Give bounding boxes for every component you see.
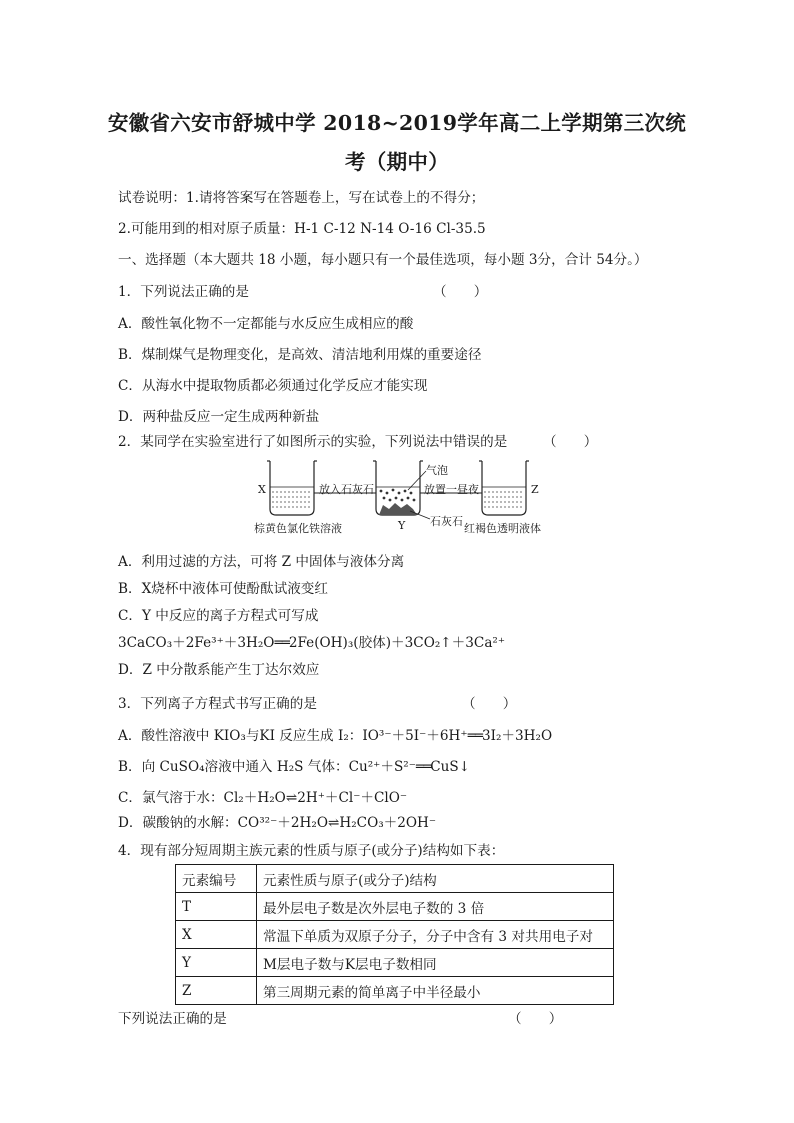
q1-option-d: D．两种盐反应一定生成两种新盐 [118, 409, 320, 425]
table-cell: 常温下单质为双原子分子，分子中含有 3 对共用电子对 [257, 921, 614, 949]
table-row [176, 921, 614, 949]
eq-lhs: 3CaCO₃＋2Fe³⁺＋3H₂O [118, 635, 275, 651]
q3d-rhs: H₂CO₃＋2OH⁻ [339, 815, 437, 831]
q1-answer-paren: （ ） [433, 284, 488, 300]
step1-label: 放入石灰石 [319, 483, 374, 496]
label-y: Y [398, 519, 406, 532]
q3-option-c [118, 786, 407, 806]
q3-option-a [118, 724, 552, 744]
equals-sign: ══ [467, 728, 482, 744]
q3-stem: 3．下列离子方程式书写正确的是 [118, 696, 317, 712]
q1-option-a: A．酸性氧化物不一定都能与水反应生成相应的酸 [118, 316, 414, 332]
table-row [176, 949, 614, 977]
bubble-label: 气泡 [426, 464, 448, 477]
table-cell: Y [176, 949, 257, 977]
element-table [175, 864, 614, 1005]
q2-option-a: A．利用过滤的方法，可将 Z 中固体与液体分离 [118, 554, 405, 570]
q3-option-b [118, 755, 470, 775]
page-title: 安徽省六安市舒城中学 2018~2019学年高二上学期第三次统 [107, 111, 687, 135]
q3-option-d [118, 811, 436, 831]
table-cell: Z [176, 977, 257, 1005]
table-header-row [176, 865, 614, 893]
table-cell: T [176, 893, 257, 921]
q3b-lhs: B．向 CuSO₄溶液中通入 H₂S 气体：Cu²⁺＋S²⁻ [118, 759, 416, 775]
equals-sign: ══ [415, 759, 431, 775]
equals-sign: ══ [274, 635, 289, 651]
q1-option-b: B．煤制煤气是物理变化，是高效、清洁地利用煤的重要途径 [118, 347, 482, 363]
step2-label: 放置一昼夜 [424, 483, 479, 496]
q2-equation [118, 631, 505, 651]
eq-rhs: 2Fe(OH)₃(胶体)＋3CO₂↑＋3Ca²⁺ [288, 635, 506, 651]
table-row [176, 893, 614, 921]
q1-option-c: C．从海水中提取物质都必须通过化学反应才能实现 [118, 378, 428, 394]
beaker-z [479, 461, 529, 515]
q2-option-d: D．Z 中分散系能产生丁达尔效应 [118, 662, 320, 678]
beaker-y [373, 461, 423, 515]
q3d-lhs: D．碳酸钠的水解：CO³²⁻＋2H₂O [118, 815, 328, 831]
q3a-lhs: A．酸性溶液中 KIO₃与KI 反应生成 I₂：IO³⁻＋5I⁻＋6H⁺ [118, 728, 468, 744]
q3c-rhs: 2H⁺＋Cl⁻＋ClO⁻ [297, 790, 408, 806]
reversible-arrow: ⇌ [285, 790, 298, 806]
table-cell: 最外层电子数是次外层电子数的 3 倍 [257, 893, 614, 921]
caption-right: 红褐色透明液体 [464, 522, 541, 535]
q3a-rhs: 3I₂＋3H₂O [481, 728, 553, 744]
q1-stem: 1．下列说法正确的是 [118, 284, 249, 300]
exam-note-1: 试卷说明：1.请将答案写在答题卷上，写在试卷上的不得分； [118, 190, 485, 206]
exam-note-2: 2.可能用到的相对原子质量：H-1 C-12 N-14 O-16 Cl-35.5 [118, 221, 486, 237]
table-cell: X [176, 921, 257, 949]
table-row [176, 977, 614, 1005]
q3-answer-paren: （ ） [462, 696, 517, 712]
label-x: X [258, 483, 266, 496]
q4-answer-paren: （ ） [508, 1011, 563, 1027]
q4-question: 下列说法正确的是 [118, 1011, 227, 1027]
q2-option-c: C．Y 中反应的离子方程式可写成 [118, 608, 319, 624]
beaker-x [267, 461, 317, 515]
q2-answer-paren: （ ） [543, 434, 598, 450]
q2-option-b: B．X烧杯中液体可使酚酞试液变红 [118, 581, 328, 597]
page-title-line2: 考（期中） [345, 150, 449, 174]
q3c-lhs: C．氯气溶于水：Cl₂＋H₂O [118, 790, 286, 806]
table-cell: M层电子数与K层电子数相同 [257, 949, 614, 977]
q2-stem: 2．某同学在实验室进行了如图所示的实验，下列说法中错误的是 [118, 434, 508, 450]
experiment-figure [250, 457, 550, 539]
table-header: 元素性质与原子(或分子)结构 [257, 865, 614, 893]
table-header: 元素编号 [176, 865, 257, 893]
q3b-rhs: CuS↓ [430, 759, 471, 775]
section-heading: 一、选择题（本大题共 18 小题，每小题只有一个最佳选项，每小题 3分，合计 54分。） [118, 252, 648, 268]
q4-stem: 4．现有部分短周期主族元素的性质与原子(或分子)结构如下表： [118, 843, 505, 859]
limestone-label: 石灰石 [430, 515, 463, 528]
label-z: Z [531, 483, 539, 496]
caption-left: 棕黄色氯化铁溶液 [254, 522, 342, 535]
reversible-arrow: ⇌ [327, 815, 340, 831]
table-cell: 第三周期元素的简单离子中半径最小 [257, 977, 614, 1005]
